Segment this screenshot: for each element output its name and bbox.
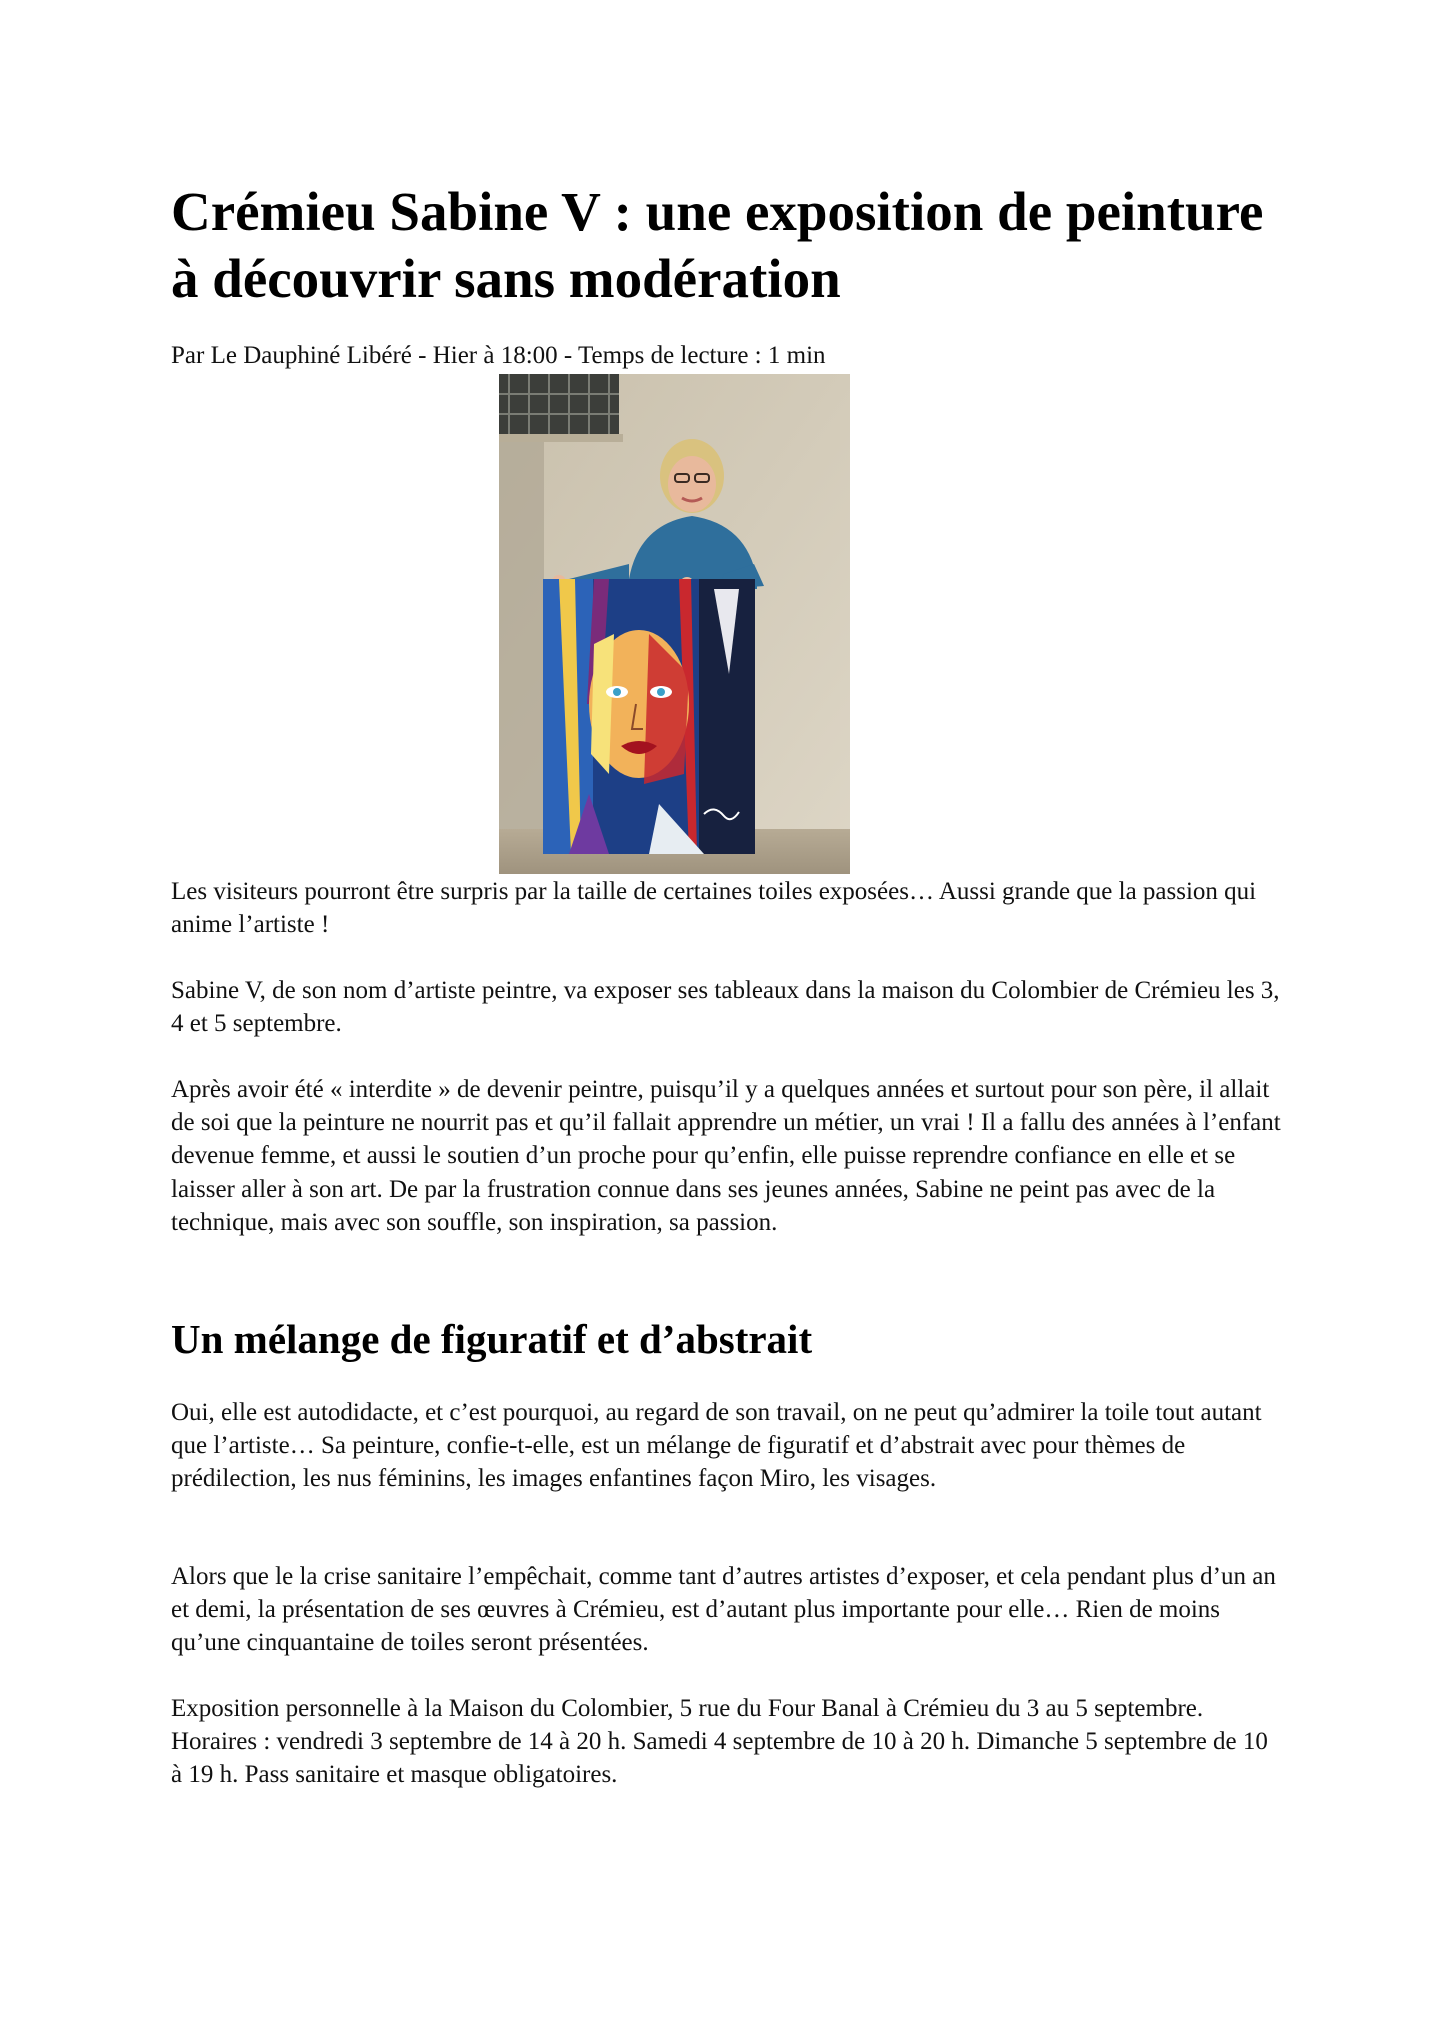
paragraph: Les visiteurs pourront être surpris par la taille de certaines toiles exposées… Aussi grande que la passion qui anime l’artiste ! <box>171 878 1257 939</box>
artist-photo <box>499 374 850 874</box>
article-byline: Par Le Dauphiné Libéré - Hier à 18:00 - Temps de lecture : 1 min <box>171 342 826 369</box>
paragraph: Oui, elle est autodidacte, et c’est pourquoi, au regard de son travail, on ne peut qu’admirer la toile tout autant que l’artiste… Sa peinture, confie-t-elle, est un mélange de figuratif et d’abstrait avec pour thèmes de prédilection, les nus féminins, les images enfantines façon Miro, les visages. <box>171 1399 1262 1493</box>
paragraph: Exposition personnelle à la Maison du Colombier, 5 rue du Four Banal à Crémieu du 3 au 5 septembre. Horaires : vendredi 3 septembre de 14 à 20 h. Samedi 4 septembre de 10 à 20 h. Dimanche 5 septembre de 10 à 19 h. Pass sanitaire et masque obligatoires. <box>171 1695 1268 1789</box>
paragraph: Après avoir été « interdite » de devenir peintre, puisqu’il y a quelques années et surtout pour son père, il allait de soi que la peinture ne nourrit pas et qu’il fallait apprendre un métier, un vrai ! Il a fallu des années à l’enfant devenue femme, et aussi le soutien d’un proche pour qu’enfin, elle puisse reprendre confiance en elle et se laisser aller à son art. De par la frustration connue dans ses jeunes années, Sabine ne peint pas avec de la technique, mais avec son souffle, son inspiration, sa passion. <box>171 1076 1281 1236</box>
article-title: Crémieu Sabine V : une exposition de peinture à découvrir sans modération <box>171 181 1264 309</box>
paragraph: Sabine V, de son nom d’artiste peintre, va exposer ses tableaux dans la maison du Colombier de Crémieu les 3, 4 et 5 septembre. <box>171 977 1280 1038</box>
paragraph: Alors que le la crise sanitaire l’empêchait, comme tant d’autres artistes d’exposer, et cela pendant plus d’un an et demi, la présentation de ses œuvres à Crémieu, est d’autant plus importante pour elle… Rien de moins qu’une cinquantaine de toiles seront présentées. <box>171 1563 1276 1657</box>
section-heading: Un mélange de figuratif et d’abstrait <box>171 1316 813 1362</box>
artist-with-painting-illustration <box>499 374 850 874</box>
